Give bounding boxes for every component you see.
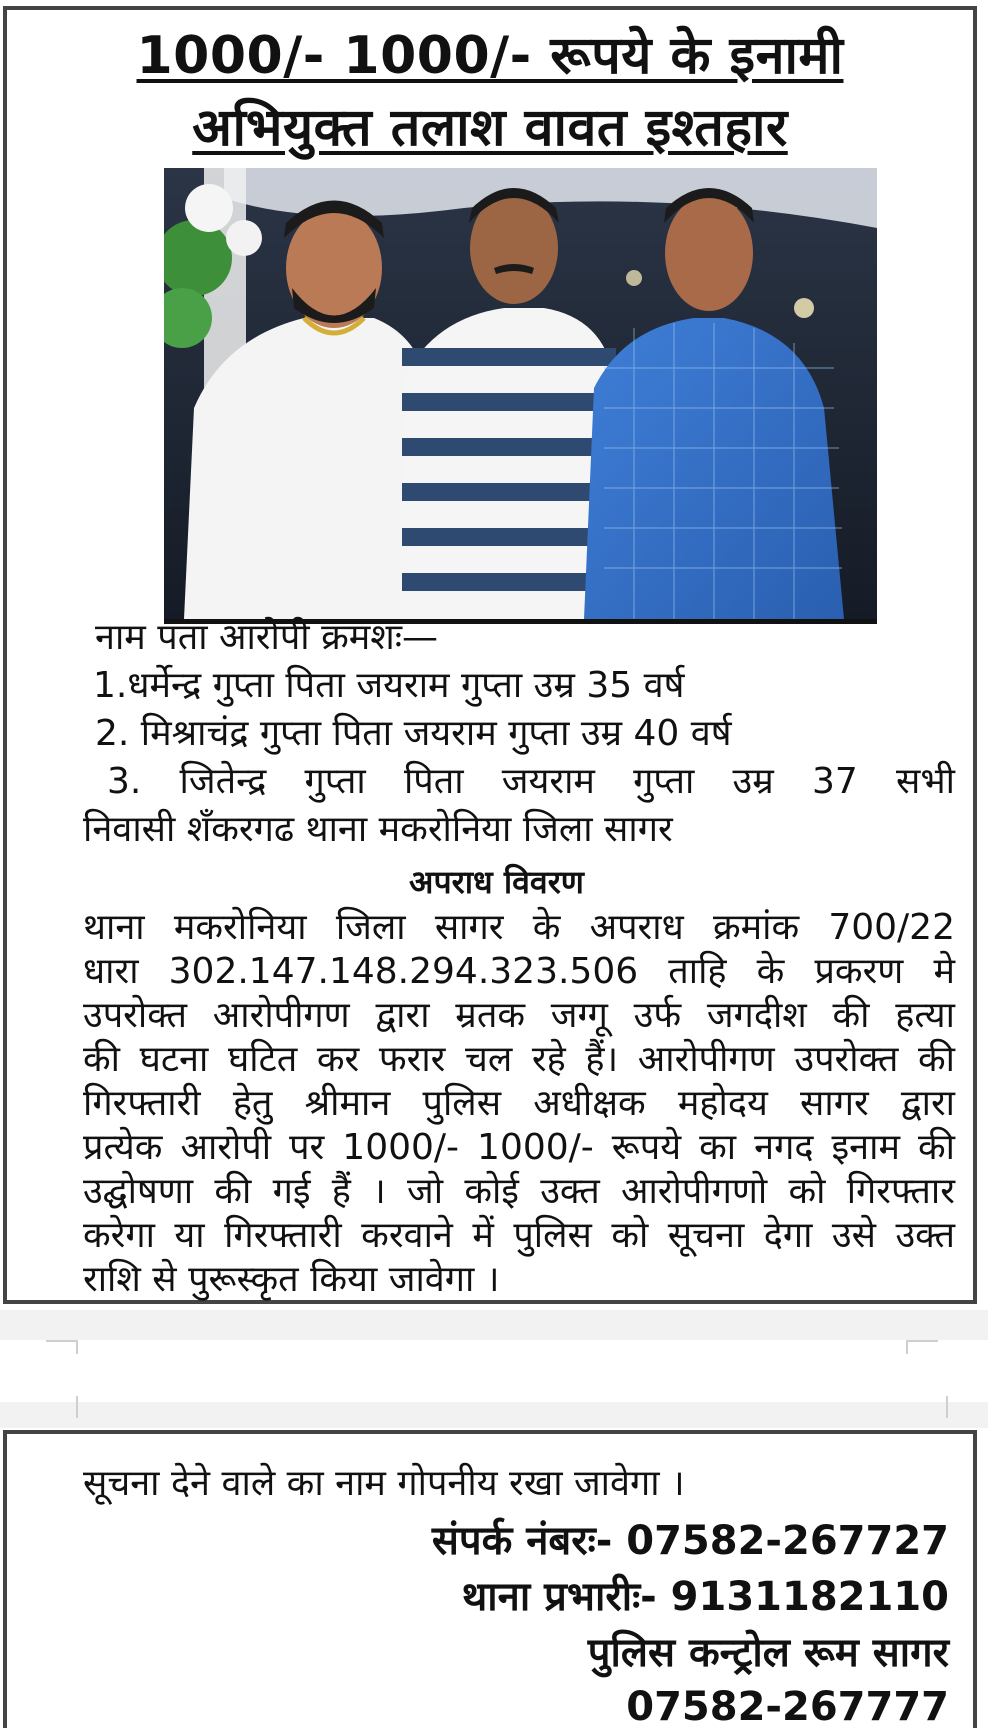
crime-line-7: उद्घोषणा की गई हैं । जो कोई उक्त आरोपीगणो को गिरफ्तार bbox=[83, 1171, 955, 1212]
accused-item-2: 2. मिश्राचंद्र गुप्ता पिता जयराम गुप्ता उम्र 40 वर्ष bbox=[95, 713, 732, 754]
accused-photo bbox=[164, 168, 877, 619]
page-break-sheet bbox=[0, 1340, 988, 1402]
crime-details-heading: अपराध विवरण bbox=[409, 863, 584, 901]
accused-item-3: 3. जितेन्द्र गुप्ता पिता जयराम गुप्ता उम्र 37 सभी bbox=[107, 761, 955, 802]
notice-title-line-1: 1000/- 1000/- रूपये के इनामी bbox=[136, 26, 844, 86]
reward-notice-panel bbox=[3, 6, 977, 1304]
contact-number: संपर्क नंबरः- 07582-267727 bbox=[431, 1518, 949, 1564]
notice-title-line-2: अभियुक्त तलाश वावत इश्तहार bbox=[192, 98, 788, 158]
crime-line-8: करेगा या गिरफ्तारी करवाने में पुलिस को सूचना देगा उसे उक्त bbox=[83, 1215, 955, 1256]
crime-line-3: उपरोक्त आरोपीगण द्वारा म्रतक जग्गू उर्फ जगदीश की हत्या bbox=[83, 995, 955, 1036]
crop-mark bbox=[906, 1340, 908, 1354]
crop-mark bbox=[906, 1340, 938, 1342]
crop-mark bbox=[946, 1396, 948, 1418]
accused-heading: नाम पता आरोपी क्रमशः— bbox=[95, 617, 438, 658]
station-incharge-number: थाना प्रभारीः- 9131182110 bbox=[461, 1574, 949, 1620]
accused-item-1: 1.धर्मेन्द्र गुप्ता पिता जयराम गुप्ता उम्र 35 वर्ष bbox=[93, 665, 685, 706]
page-break bbox=[0, 1310, 988, 1428]
crime-line-2: धारा 302.147.148.294.323.506 ताहि के प्रकरण मे bbox=[83, 951, 955, 992]
confidential-note: सूचना देने वाले का नाम गोपनीय रखा जावेगा । bbox=[83, 1463, 685, 1504]
crime-line-4: की घटना घटित कर फरार चल रहे हैं। आरोपीगण उपरोक्त की bbox=[83, 1039, 955, 1080]
crop-mark bbox=[46, 1340, 78, 1342]
crime-line-6: प्रत्येक आरोपी पर 1000/- 1000/- रूपये का नगद इनाम की bbox=[83, 1127, 955, 1168]
control-room-number: 07582-267777 bbox=[626, 1684, 949, 1730]
control-room-label: पुलिस कन्ट्रोल रूम सागर bbox=[587, 1630, 949, 1676]
accused-residence: निवासी शँकरगढ थाना मकरोनिया जिला सागर bbox=[83, 809, 673, 850]
crop-mark bbox=[76, 1340, 78, 1354]
contact-panel bbox=[3, 1430, 977, 1728]
crop-mark bbox=[76, 1396, 78, 1418]
crime-line-last: राशि से पुरूस्कृत किया जावेगा । bbox=[83, 1259, 500, 1300]
crime-line-1: थाना मकरोनिया जिला सागर के अपराध क्रमांक 700/22 bbox=[83, 907, 955, 948]
crime-line-5: गिरफ्तारी हेतु श्रीमान पुलिस अधीक्षक महोदय सागर द्वारा bbox=[83, 1083, 955, 1124]
